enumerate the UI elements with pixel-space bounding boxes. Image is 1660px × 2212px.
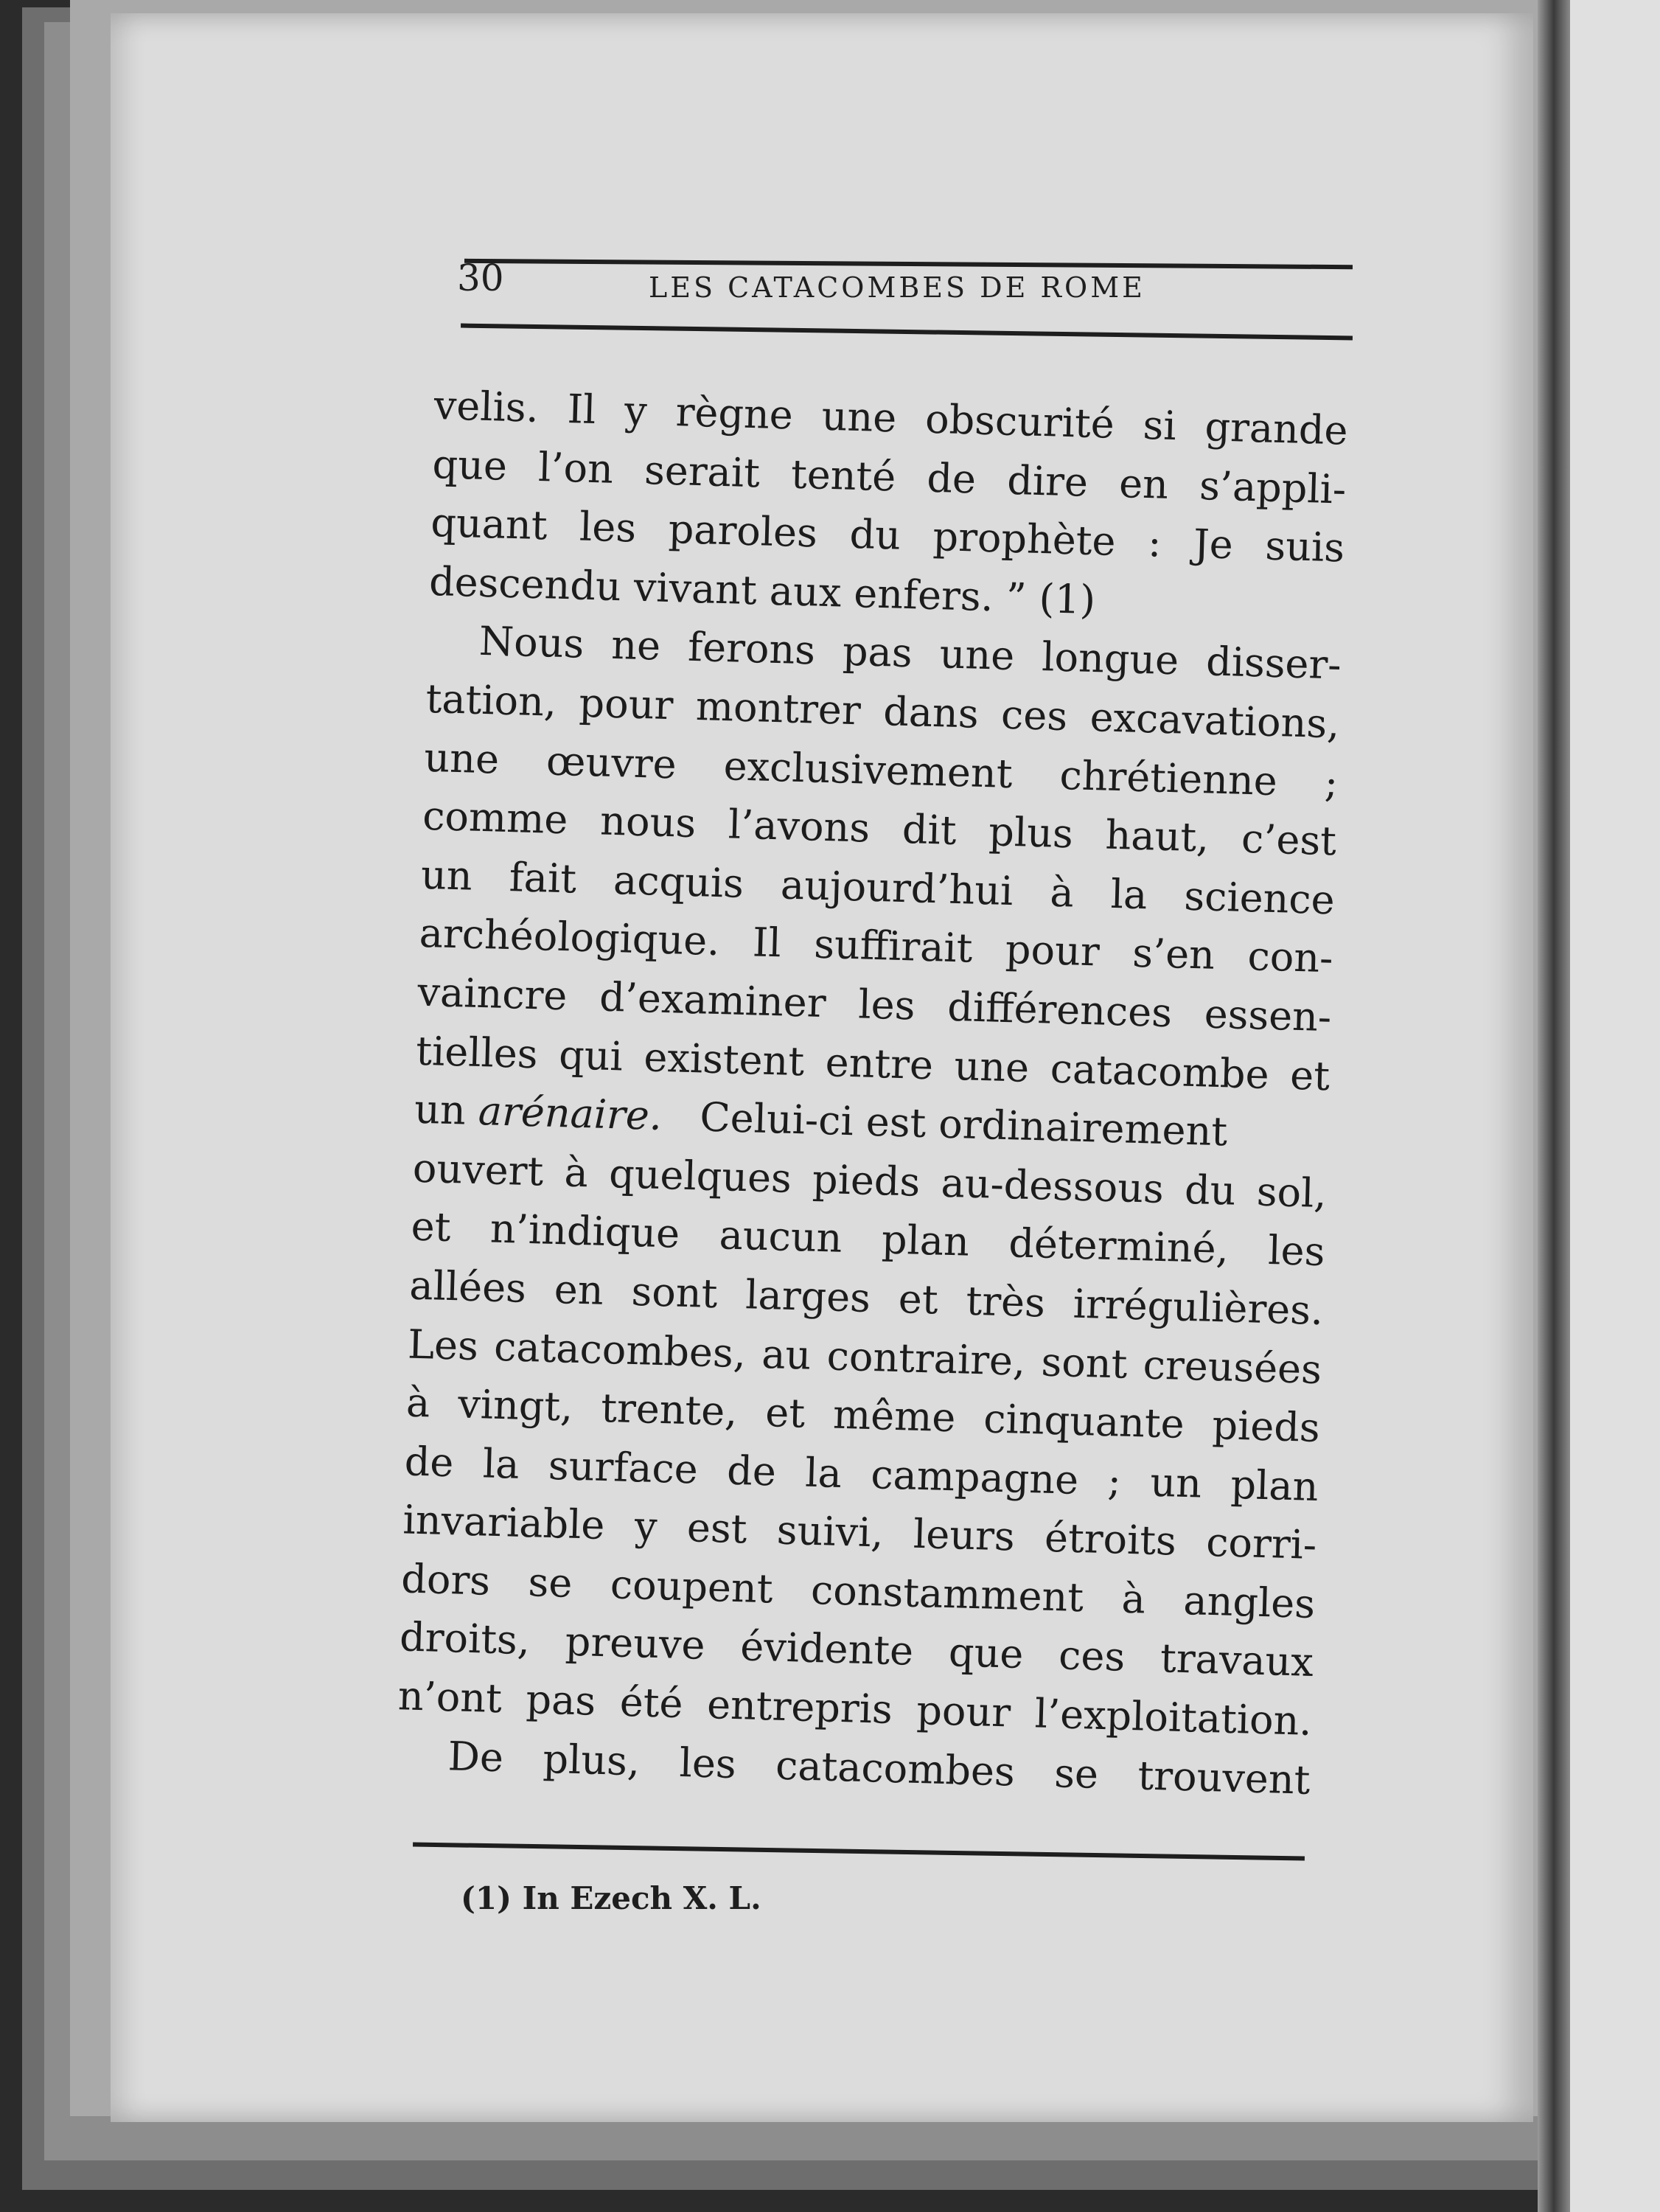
text-line: ouvert à quelques pieds au-dessous du sol, [412,1144,1328,1217]
text-line: et n’indique aucun plan déterminé, les [410,1203,1326,1276]
page-number: 30 [457,257,504,299]
text-fragment: un [414,1085,467,1134]
text-line: De plus, les catacombes se trouvent [447,1732,1311,1804]
text-line: velis. Il y règne une obscurité si grande [433,381,1349,454]
text-line: une œuvre exclusivement chrétienne ; [423,734,1339,806]
italic-term: arénaire. [478,1088,663,1140]
text-line: allées en sont larges et très irrégulières. [408,1262,1324,1335]
text-line: un fait acquis aujourd’hui à la science [420,851,1336,924]
text-line: descendu vivant aux enfers. ” (1) [428,557,1097,623]
text-line: n’ont pas été entrepris pour l’exploitation. [397,1672,1313,1745]
text-line: archéologique. Il suffirait pour s’en con- [419,910,1334,982]
text-line: quant les paroles du prophète : Je suis [430,499,1345,571]
text-line: invariable y est suivi, leurs étroits corri- [402,1496,1318,1569]
footnote: (1) In Ezech X. L. [461,1880,761,1916]
body-text [396,376,1349,1809]
text-line: de la surface de la campagne ; un plan [404,1438,1319,1510]
text-line: comme nous l’avons dit plus haut, c’est [422,792,1337,865]
running-title: LES CATACOMBES DE ROME [649,271,1145,304]
text-fragment: Celui-ci est ordinairement [699,1093,1228,1155]
page-header [457,243,1356,317]
text-line: que l’on serait tenté de dire en s’appli- [431,440,1347,513]
text-line: droits, preuve évidente que ces travaux [399,1613,1314,1686]
text-line: Les catacombes, au contraire, sont creusées [407,1321,1322,1393]
book-gutter [1538,0,1570,2212]
facing-page-edge [1570,0,1660,2212]
text-line: dors se coupent constamment à angles [400,1555,1316,1627]
text-line: vaincre d’examiner les différences essen- [416,968,1333,1041]
text-line: tielles qui existent entre une catacombe et [415,1027,1331,1099]
text-line: tation, pour montrer dans ces excavations, [425,675,1341,748]
text-line: Nous ne ferons pas une longue disser- [478,618,1342,689]
text-line: à vingt, trente, et même cinquante pieds [405,1379,1321,1452]
